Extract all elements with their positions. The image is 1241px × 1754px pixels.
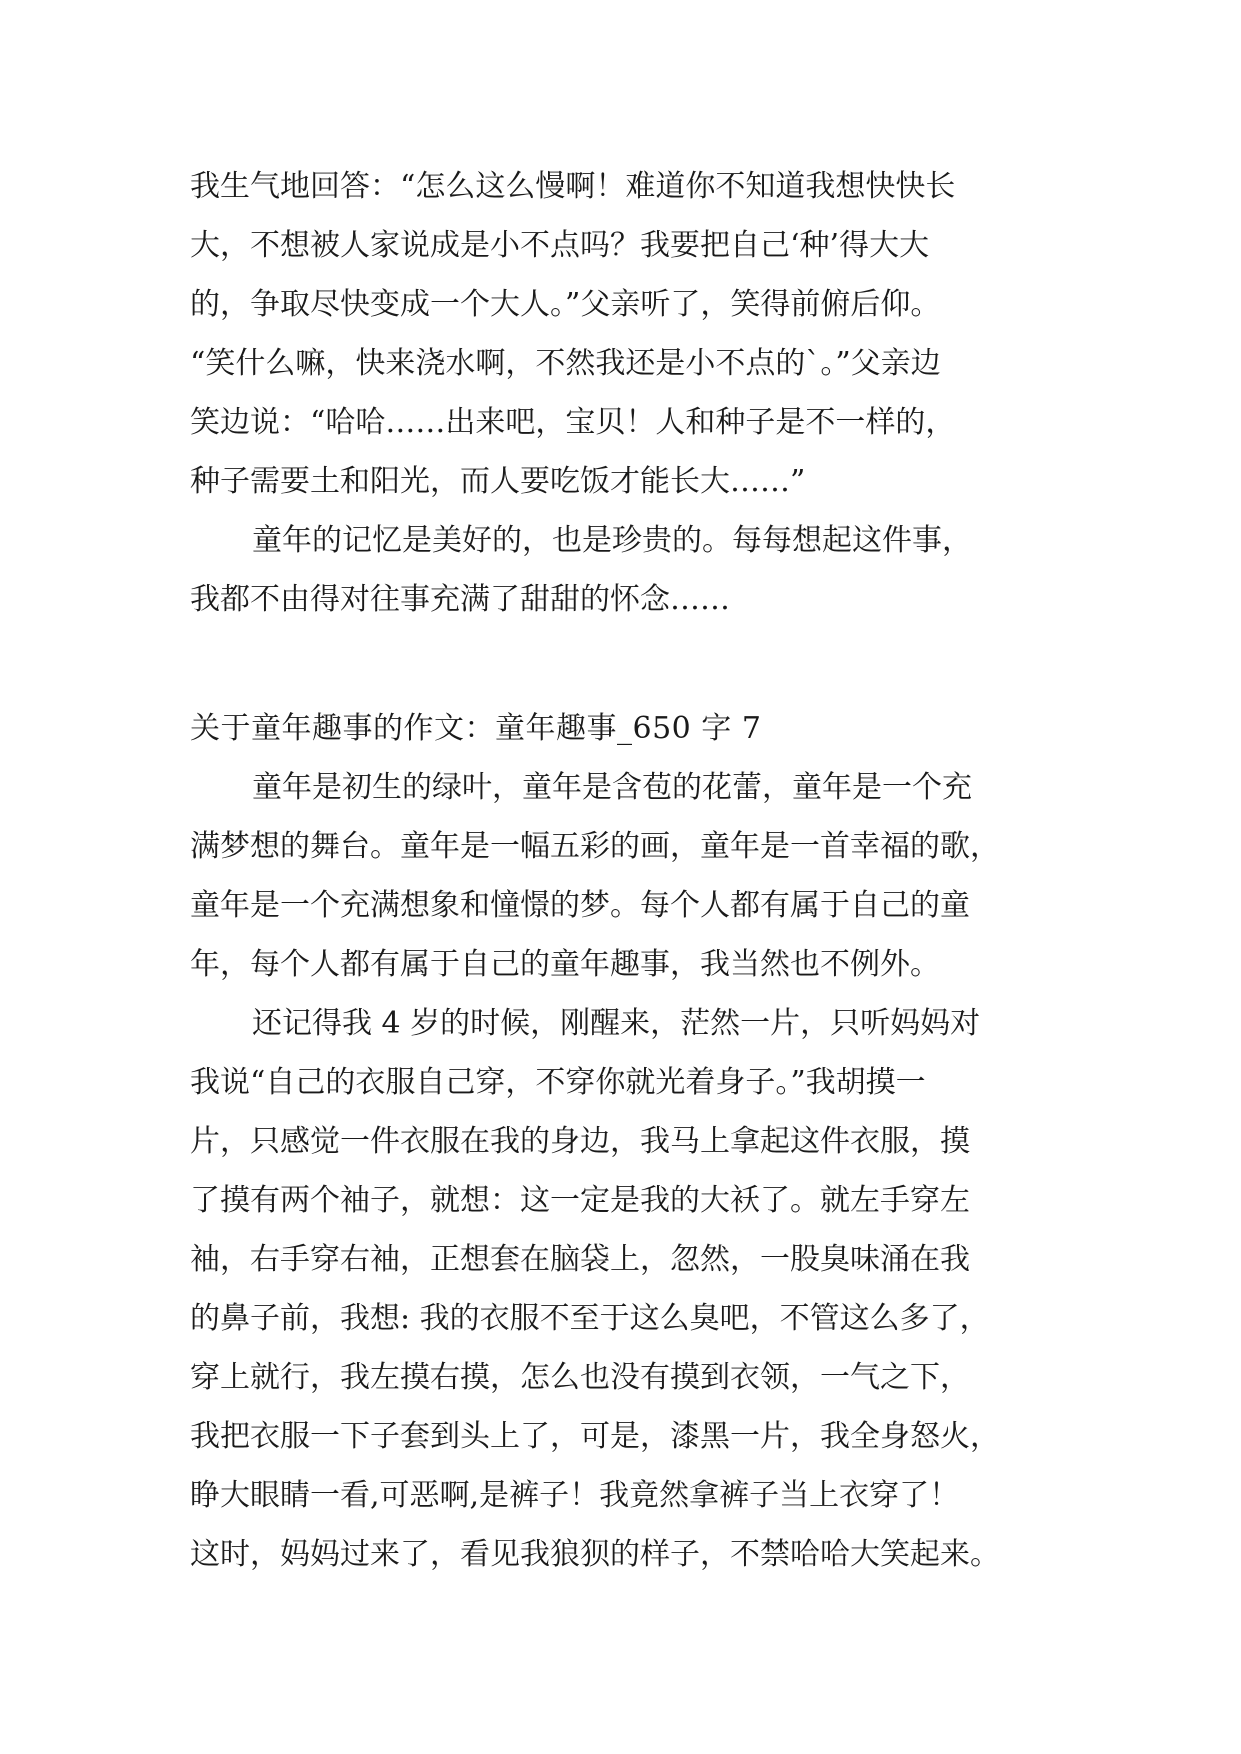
paragraph-intro bbox=[190, 758, 1070, 994]
text-line: 这时，妈妈过来了，看见我狼狈的样子，不禁哈哈大笑起来。 bbox=[190, 1537, 1000, 1572]
text-line: 我都不由得对往事充满了甜甜的怀念…… bbox=[190, 582, 730, 617]
text-line: 我说“自己的衣服自己穿，不穿你就光着身子。”我胡摸一 bbox=[190, 1065, 926, 1100]
text-line: 童年的记忆是美好的，也是珍贵的。每每想起这件事， bbox=[252, 523, 972, 558]
text-line: 的，争取尽快变成一个大人。”父亲听了，笑得前俯后仰。 bbox=[190, 287, 941, 322]
section-gap bbox=[190, 629, 1070, 699]
text-line: 我把衣服一下子套到头上了，可是，漆黑一片，我全身怒火， bbox=[190, 1419, 1000, 1454]
text-line: 童年是一个充满想象和憧憬的梦。每个人都有属于自己的童 bbox=[190, 888, 970, 923]
text-line: 种子需要土和阳光，而人要吃饭才能长大……” bbox=[190, 464, 806, 499]
article-title: 关于童年趣事的作文：童年趣事_650 字 7 bbox=[190, 711, 762, 746]
text-line: 大，不想被人家说成是小不点吗？我要把自己‘种’得大大 bbox=[190, 228, 930, 263]
text-line: 还记得我 4 岁的时候，刚醒来，茫然一片，只听妈妈对 bbox=[252, 1006, 981, 1041]
text-line: 的鼻子前，我想: 我的衣服不至于这么臭吧，不管这么多了， bbox=[190, 1301, 990, 1336]
text-line: 我生气地回答：“怎么这么慢啊！难道你不知道我想快快长 bbox=[190, 169, 956, 204]
paragraph-dialogue bbox=[190, 157, 1070, 511]
text-line: 满梦想的舞台。童年是一幅五彩的画，童年是一首幸福的歌， bbox=[190, 829, 1000, 864]
text-line: 穿上就行，我左摸右摸，怎么也没有摸到衣领，一气之下， bbox=[190, 1360, 970, 1395]
text-line: 笑边说：“哈哈……出来吧，宝贝！人和种子是不一样的， bbox=[190, 405, 956, 440]
text-line: 睁大眼睛一看,可恶啊,是裤子！我竟然拿裤子当上衣穿了！ bbox=[190, 1478, 960, 1513]
text-line: 年，每个人都有属于自己的童年趣事，我当然也不例外。 bbox=[190, 947, 940, 982]
text-line: 袖，右手穿右袖，正想套在脑袋上，忽然，一股臭味涌在我 bbox=[190, 1242, 970, 1277]
text-line: 了摸有两个袖子，就想：这一定是我的大袄了。就左手穿左 bbox=[190, 1183, 970, 1218]
paragraph-conclusion bbox=[190, 511, 1070, 629]
text-line: 片，只感觉一件衣服在我的身边，我马上拿起这件衣服，摸 bbox=[190, 1124, 970, 1159]
text-line: 童年是初生的绿叶，童年是含苞的花蕾，童年是一个充 bbox=[252, 770, 972, 805]
document-body bbox=[190, 157, 1070, 1584]
paragraph-story bbox=[190, 994, 1070, 1584]
text-line: “笑什么嘛，快来浇水啊，不然我还是小不点的`。”父亲边 bbox=[190, 346, 941, 381]
